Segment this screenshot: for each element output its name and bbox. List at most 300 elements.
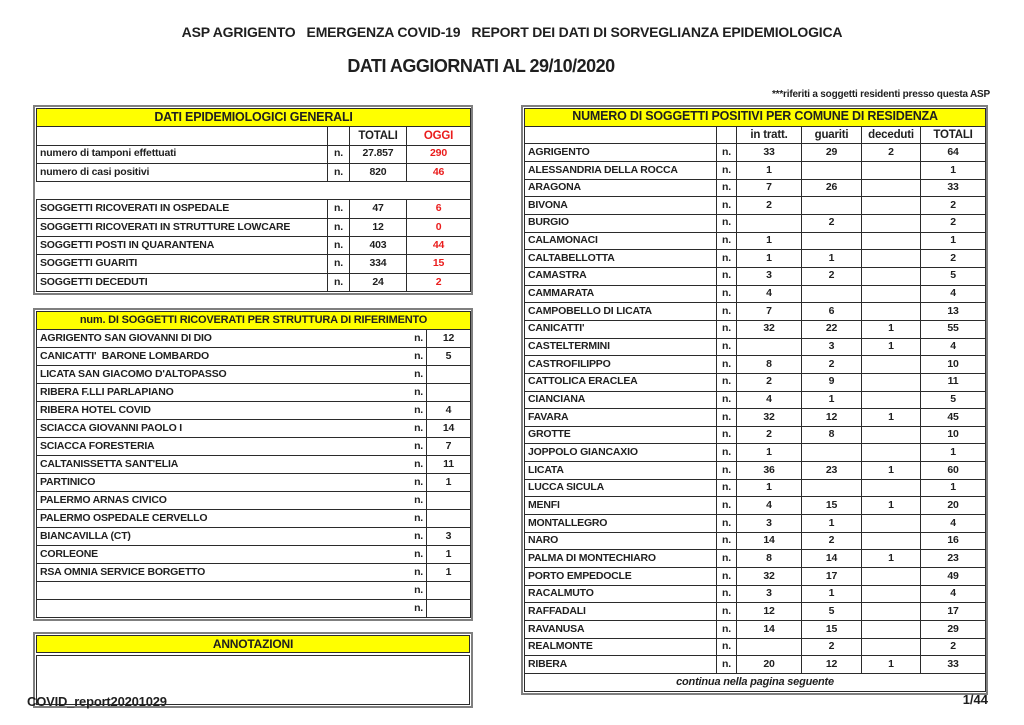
comune-label: RAVANUSA: [525, 621, 717, 639]
comune-label: LUCCA SICULA: [525, 479, 717, 497]
oggi-column-header: OGGI: [407, 127, 471, 145]
deceduti-cell: [862, 603, 921, 621]
table-title-row: [525, 109, 986, 127]
table-row: [525, 426, 986, 444]
table-row: [37, 545, 471, 563]
comune-label: CALAMONACI: [525, 232, 717, 250]
guariti-cell: [802, 161, 862, 179]
n-cell: n.: [717, 285, 737, 303]
in-tratt-cell: 4: [737, 285, 802, 303]
totali-cell: 27.857: [350, 145, 407, 163]
comune-label: FAVARA: [525, 409, 717, 427]
deceduti-cell: [862, 267, 921, 285]
n-cell: n.: [717, 462, 737, 480]
deceduti-cell: [862, 391, 921, 409]
structures-table-title: num. DI SOGGETTI RICOVERATI PER STRUTTURA DI RIFERIMENTO: [37, 311, 471, 329]
general-table-title: DATI EPIDEMIOLOGICI GENERALI: [37, 109, 471, 127]
in-tratt-cell: 2: [737, 373, 802, 391]
comuni-table: [521, 105, 988, 695]
deceduti-column-header: deceduti: [862, 126, 921, 144]
n-cell: n.: [717, 232, 737, 250]
guariti-cell: 1: [802, 250, 862, 268]
totali-cell: 5: [921, 267, 986, 285]
totali-cell: 1: [921, 444, 986, 462]
totali-cell: 2: [921, 250, 986, 268]
n-cell: n.: [405, 455, 427, 473]
totali-cell: 820: [350, 163, 407, 181]
n-cell: n.: [717, 568, 737, 586]
row-label: CANICATTI' BARONE LOMBARDO: [37, 347, 405, 365]
guariti-cell: 26: [802, 179, 862, 197]
row-label: PALERMO ARNAS CIVICO: [37, 491, 405, 509]
row-label: CORLEONE: [37, 545, 405, 563]
n-cell: n.: [717, 656, 737, 674]
row-label: SOGGETTI DECEDUTI: [37, 273, 328, 291]
totali-cell: 4: [921, 338, 986, 356]
totali-cell: 24: [350, 273, 407, 291]
table-row: [525, 621, 986, 639]
table-row: [525, 391, 986, 409]
n-cell: n.: [717, 497, 737, 515]
totali-column-header: TOTALI: [921, 126, 986, 144]
row-label: PARTINICO: [37, 473, 405, 491]
table-footer-row: [525, 674, 986, 692]
n-cell: n.: [717, 338, 737, 356]
table-row: [525, 356, 986, 374]
guariti-cell: 12: [802, 409, 862, 427]
in-tratt-cell: 36: [737, 462, 802, 480]
deceduti-cell: 1: [862, 497, 921, 515]
totali-cell: 403: [350, 237, 407, 255]
table-row: [525, 285, 986, 303]
n-cell: n.: [717, 144, 737, 162]
value-cell: 1: [427, 563, 471, 581]
table-row: [525, 303, 986, 321]
row-label: numero di casi positivi: [37, 163, 328, 181]
n-cell: n.: [328, 163, 350, 181]
empty-header-cell: [37, 127, 328, 145]
n-cell: n.: [717, 197, 737, 215]
totali-cell: 17: [921, 603, 986, 621]
table-row: [37, 527, 471, 545]
comune-label: ARAGONA: [525, 179, 717, 197]
table-row: [525, 373, 986, 391]
guariti-cell: 1: [802, 391, 862, 409]
totali-cell: 33: [921, 656, 986, 674]
empty-header-cell: [525, 126, 717, 144]
guariti-cell: 9: [802, 373, 862, 391]
empty-header-cell: [717, 126, 737, 144]
deceduti-cell: [862, 568, 921, 586]
n-cell: n.: [328, 273, 350, 291]
row-label: CALTANISSETTA SANT'ELIA: [37, 455, 405, 473]
n-cell: n.: [717, 638, 737, 656]
table-row: [525, 320, 986, 338]
n-cell: n.: [405, 527, 427, 545]
oggi-cell: 290: [407, 145, 471, 163]
n-cell: n.: [717, 214, 737, 232]
deceduti-cell: [862, 515, 921, 533]
right-column: [521, 105, 988, 695]
comune-label: REALMONTE: [525, 638, 717, 656]
table-row: [525, 603, 986, 621]
in-tratt-cell: [737, 214, 802, 232]
general-table-body: [37, 145, 471, 291]
n-cell: n.: [405, 563, 427, 581]
comune-label: BIVONA: [525, 197, 717, 215]
table-row: [37, 509, 471, 527]
annotations-title: ANNOTAZIONI: [36, 635, 470, 653]
table-row: [37, 329, 471, 347]
n-cell: n.: [405, 383, 427, 401]
table-header-row: [37, 127, 471, 145]
comune-label: RAFFADALI: [525, 603, 717, 621]
guariti-cell: 2: [802, 267, 862, 285]
in-tratt-cell: 32: [737, 409, 802, 427]
row-label: SOGGETTI POSTI IN QUARANTENA: [37, 237, 328, 255]
totali-cell: 47: [350, 200, 407, 218]
page-subtitle: DATI AGGIORNATI AL 29/10/2020: [347, 56, 615, 76]
table-row: [525, 409, 986, 427]
table-row: [525, 250, 986, 268]
comune-label: RACALMUTO: [525, 585, 717, 603]
in-tratt-cell: 2: [737, 197, 802, 215]
table-row: [37, 218, 471, 236]
structures-table-body: [37, 329, 471, 617]
in-tratt-cell: [737, 338, 802, 356]
comune-label: CASTROFILIPPO: [525, 356, 717, 374]
table-row: [37, 473, 471, 491]
deceduti-cell: 1: [862, 320, 921, 338]
deceduti-cell: [862, 303, 921, 321]
n-cell: n.: [717, 479, 737, 497]
guariti-cell: 15: [802, 497, 862, 515]
comune-label: CAMPOBELLO DI LICATA: [525, 303, 717, 321]
value-cell: 7: [427, 437, 471, 455]
totali-cell: 12: [350, 218, 407, 236]
comune-label: CIANCIANA: [525, 391, 717, 409]
row-label: PALERMO OSPEDALE CERVELLO: [37, 509, 405, 527]
table-row: [37, 401, 471, 419]
guariti-cell: 12: [802, 656, 862, 674]
in-tratt-cell: 32: [737, 568, 802, 586]
table-row: [525, 267, 986, 285]
row-label: LICATA SAN GIACOMO D'ALTOPASSO: [37, 365, 405, 383]
n-cell: n.: [717, 409, 737, 427]
guariti-cell: [802, 285, 862, 303]
comune-label: CAMASTRA: [525, 267, 717, 285]
table-row: [525, 532, 986, 550]
value-cell: 11: [427, 455, 471, 473]
comune-label: BURGIO: [525, 214, 717, 232]
n-cell: n.: [328, 218, 350, 236]
guariti-cell: [802, 444, 862, 462]
totali-cell: 29: [921, 621, 986, 639]
table-header-row: [525, 126, 986, 144]
n-cell: n.: [717, 250, 737, 268]
n-cell: n.: [405, 437, 427, 455]
deceduti-cell: [862, 232, 921, 250]
value-cell: [427, 509, 471, 527]
table-row: [37, 491, 471, 509]
comuni-table-body: [525, 144, 986, 674]
n-cell: n.: [405, 581, 427, 599]
totali-cell: 10: [921, 426, 986, 444]
in-tratt-cell: 1: [737, 161, 802, 179]
row-label: RIBERA HOTEL COVID: [37, 401, 405, 419]
in-tratt-cell: [737, 638, 802, 656]
totali-cell: 4: [921, 585, 986, 603]
table-row: [37, 200, 471, 218]
totali-cell: 64: [921, 144, 986, 162]
guariti-column-header: guariti: [802, 126, 862, 144]
n-cell: n.: [717, 303, 737, 321]
deceduti-cell: [862, 532, 921, 550]
table-row: [525, 444, 986, 462]
table-row: [37, 419, 471, 437]
table-row: [525, 462, 986, 480]
in-tratt-cell: 3: [737, 585, 802, 603]
value-cell: [427, 491, 471, 509]
totali-cell: 2: [921, 638, 986, 656]
comune-label: MENFI: [525, 497, 717, 515]
comune-label: MONTALLEGRO: [525, 515, 717, 533]
comune-label: CASTELTERMINI: [525, 338, 717, 356]
guariti-cell: 8: [802, 426, 862, 444]
guariti-cell: 17: [802, 568, 862, 586]
guariti-cell: 14: [802, 550, 862, 568]
n-cell: n.: [405, 545, 427, 563]
in-tratt-cell: 4: [737, 391, 802, 409]
in-tratt-cell: 1: [737, 444, 802, 462]
table-row: [525, 161, 986, 179]
in-tratt-cell: 8: [737, 550, 802, 568]
deceduti-cell: [862, 356, 921, 374]
in-tratt-cell: 1: [737, 479, 802, 497]
n-cell: n.: [405, 365, 427, 383]
table-row: [37, 581, 471, 599]
n-cell: n.: [328, 255, 350, 273]
in-tratt-cell: 20: [737, 656, 802, 674]
totali-column-header: TOTALI: [350, 127, 407, 145]
comune-label: PALMA DI MONTECHIARO: [525, 550, 717, 568]
table-row: [525, 214, 986, 232]
comune-label: JOPPOLO GIANCAXIO: [525, 444, 717, 462]
value-cell: 1: [427, 473, 471, 491]
value-cell: 5: [427, 347, 471, 365]
oggi-cell: 44: [407, 237, 471, 255]
n-cell: n.: [328, 145, 350, 163]
table-row: [37, 437, 471, 455]
deceduti-cell: [862, 285, 921, 303]
comune-label: LICATA: [525, 462, 717, 480]
comune-label: CANICATTI': [525, 320, 717, 338]
totali-cell: 16: [921, 532, 986, 550]
n-cell: n.: [405, 509, 427, 527]
comune-label: ALESSANDRIA DELLA ROCCA: [525, 161, 717, 179]
deceduti-cell: [862, 250, 921, 268]
totali-cell: 10: [921, 356, 986, 374]
structures-table: [33, 308, 473, 621]
guariti-cell: 1: [802, 515, 862, 533]
guariti-cell: [802, 232, 862, 250]
guariti-cell: [802, 197, 862, 215]
left-column: [33, 105, 473, 708]
totali-cell: 334: [350, 255, 407, 273]
n-cell: n.: [405, 347, 427, 365]
table-row: [525, 144, 986, 162]
table-row: [37, 182, 471, 200]
row-label: [37, 581, 405, 599]
totali-cell: 20: [921, 497, 986, 515]
oggi-cell: 46: [407, 163, 471, 181]
row-label: [37, 599, 405, 617]
in-tratt-cell: 3: [737, 515, 802, 533]
table-row: [37, 273, 471, 291]
comune-label: RIBERA: [525, 656, 717, 674]
totali-cell: 1: [921, 232, 986, 250]
table-row: [37, 237, 471, 255]
page-title: ASP AGRIGENTO EMERGENZA COVID-19 REPORT DEI DATI DI SORVEGLIANZA EPIDEMIOLOGICA: [181, 24, 843, 40]
page-number: 1/44: [962, 692, 988, 707]
in-tratt-cell: 1: [737, 232, 802, 250]
row-label: SOGGETTI GUARITI: [37, 255, 328, 273]
n-cell: n.: [717, 515, 737, 533]
n-cell: n.: [717, 621, 737, 639]
guariti-cell: [802, 479, 862, 497]
comune-label: GROTTE: [525, 426, 717, 444]
n-cell: n.: [717, 356, 737, 374]
spacer-cell: [37, 182, 471, 200]
n-cell: n.: [717, 373, 737, 391]
row-label: SCIACCA FORESTERIA: [37, 437, 405, 455]
comune-label: CAMMARATA: [525, 285, 717, 303]
table-row: [37, 455, 471, 473]
in-tratt-cell: 33: [737, 144, 802, 162]
value-cell: 14: [427, 419, 471, 437]
n-cell: n.: [717, 391, 737, 409]
totali-cell: 5: [921, 391, 986, 409]
in-tratt-cell: 7: [737, 179, 802, 197]
table-row: [525, 197, 986, 215]
deceduti-cell: [862, 621, 921, 639]
totali-cell: 1: [921, 479, 986, 497]
in-tratt-cell: 2: [737, 426, 802, 444]
table-row: [525, 585, 986, 603]
oggi-cell: 0: [407, 218, 471, 236]
row-label: SOGGETTI RICOVERATI IN STRUTTURE LOWCARE: [37, 218, 328, 236]
n-cell: n.: [405, 329, 427, 347]
in-tratt-cell: 4: [737, 497, 802, 515]
table-row: [525, 550, 986, 568]
n-cell: n.: [328, 200, 350, 218]
guariti-cell: 2: [802, 532, 862, 550]
value-cell: [427, 365, 471, 383]
value-cell: 1: [427, 545, 471, 563]
table-row: [525, 568, 986, 586]
value-cell: [427, 383, 471, 401]
comuni-table-title: NUMERO DI SOGGETTI POSITIVI PER COMUNE DI RESIDENZA: [525, 109, 986, 127]
deceduti-cell: [862, 179, 921, 197]
row-label: RSA OMNIA SERVICE BORGETTO: [37, 563, 405, 581]
totali-cell: 4: [921, 515, 986, 533]
in-tratt-column-header: in tratt.: [737, 126, 802, 144]
totali-cell: 13: [921, 303, 986, 321]
guariti-cell: 2: [802, 214, 862, 232]
deceduti-cell: [862, 426, 921, 444]
table-row: [525, 338, 986, 356]
comune-label: CALTABELLOTTA: [525, 250, 717, 268]
table-row: [525, 232, 986, 250]
n-cell: n.: [405, 473, 427, 491]
n-cell: n.: [717, 320, 737, 338]
oggi-cell: 15: [407, 255, 471, 273]
row-label: AGRIGENTO SAN GIOVANNI DI DIO: [37, 329, 405, 347]
deceduti-cell: [862, 479, 921, 497]
row-label: RIBERA F.LLI PARLAPIANO: [37, 383, 405, 401]
row-label: BIANCAVILLA (CT): [37, 527, 405, 545]
value-cell: 12: [427, 329, 471, 347]
n-cell: n.: [717, 585, 737, 603]
row-label: SCIACCA GIOVANNI PAOLO I: [37, 419, 405, 437]
n-cell: n.: [328, 237, 350, 255]
comune-label: CATTOLICA ERACLEA: [525, 373, 717, 391]
guariti-cell: 5: [802, 603, 862, 621]
guariti-cell: 29: [802, 144, 862, 162]
n-cell: n.: [717, 426, 737, 444]
totali-cell: 2: [921, 214, 986, 232]
table-row: [37, 347, 471, 365]
in-tratt-cell: 14: [737, 621, 802, 639]
comune-label: PORTO EMPEDOCLE: [525, 568, 717, 586]
totali-cell: 4: [921, 285, 986, 303]
table-row: [525, 497, 986, 515]
n-cell: n.: [405, 599, 427, 617]
comune-label: AGRIGENTO: [525, 144, 717, 162]
table-row: [525, 479, 986, 497]
totali-cell: 45: [921, 409, 986, 427]
totali-cell: 33: [921, 179, 986, 197]
table-row: [37, 365, 471, 383]
totali-cell: 60: [921, 462, 986, 480]
n-cell: n.: [717, 179, 737, 197]
deceduti-cell: [862, 585, 921, 603]
in-tratt-cell: 14: [737, 532, 802, 550]
deceduti-cell: [862, 638, 921, 656]
totali-cell: 55: [921, 320, 986, 338]
n-cell: n.: [717, 550, 737, 568]
table-row: [525, 179, 986, 197]
guariti-cell: 1: [802, 585, 862, 603]
value-cell: [427, 581, 471, 599]
totali-cell: 23: [921, 550, 986, 568]
n-cell: n.: [405, 419, 427, 437]
deceduti-cell: [862, 214, 921, 232]
table-row: [37, 599, 471, 617]
guariti-cell: 2: [802, 638, 862, 656]
totali-cell: 2: [921, 197, 986, 215]
guariti-cell: 3: [802, 338, 862, 356]
empty-header-cell: [328, 127, 350, 145]
deceduti-cell: 1: [862, 409, 921, 427]
table-title-row: [37, 311, 471, 329]
table-row: [525, 515, 986, 533]
oggi-cell: 6: [407, 200, 471, 218]
n-cell: n.: [717, 444, 737, 462]
value-cell: 4: [427, 401, 471, 419]
general-data-table: [33, 105, 473, 295]
deceduti-cell: [862, 444, 921, 462]
